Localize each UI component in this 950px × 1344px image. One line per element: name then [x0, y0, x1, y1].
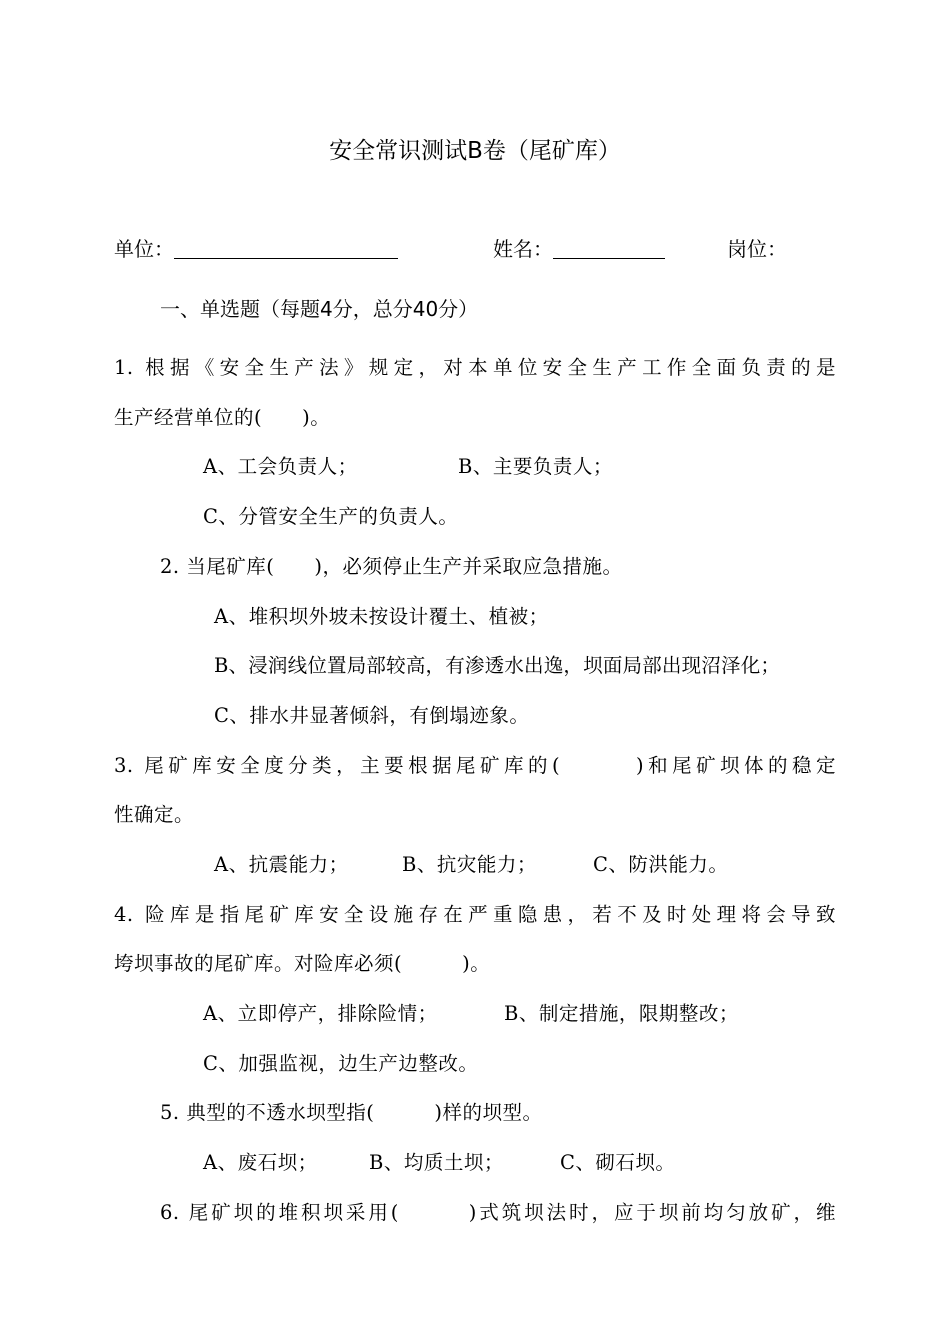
question-5-option-a: A、废石坝； — [203, 1151, 318, 1174]
question-3-line-1: 3. 尾矿库安全度分类，主要根据尾矿库的( )和尾矿坝体的稳定 — [114, 754, 836, 777]
question-3-option-c: C、防洪能力。 — [593, 853, 729, 876]
question-1-line-1: 1. 根据《安全生产法》规定，对本单位安全生产工作全面负责的是 — [114, 356, 836, 379]
section-heading: 一、单选题（每题4分，总分40分） — [160, 297, 479, 321]
question-1-option-b: B、主要负责人； — [458, 455, 613, 478]
question-2-option-b: B、浸润线位置局部较高，有渗透水出逸，坝面局部出现沼泽化； — [214, 654, 781, 677]
name-field — [493, 234, 665, 264]
question-2-line-1: 2. 当尾矿库( )，必须停止生产并采取应急措施。 — [160, 555, 623, 578]
question-1-line-2: 生产经营单位的( )。 — [114, 406, 331, 429]
question-6-line-1: 6. 尾矿坝的堆积坝采用( )式筑坝法时，应于坝前均匀放矿，维 — [160, 1201, 836, 1224]
question-3-line-2: 性确定。 — [114, 803, 195, 826]
question-2-option-a: A、堆积坝外坡未按设计覆土、植被； — [214, 605, 549, 628]
question-1-option-a: A、工会负责人； — [203, 455, 358, 478]
unit-blank[interactable] — [174, 236, 398, 259]
question-4-option-c: C、加强监视，边生产边整改。 — [203, 1052, 479, 1075]
question-2-option-c: C、排水井显著倾斜，有倒塌迹象。 — [214, 704, 530, 727]
question-5-option-b: B、均质土坝； — [369, 1151, 504, 1174]
question-3-option-a: A、抗震能力； — [214, 853, 349, 876]
unit-field — [114, 234, 398, 264]
question-5-line-1: 5. 典型的不透水坝型指( )样的坝型。 — [160, 1101, 543, 1124]
page-title: 安全常识测试B卷（尾矿库） — [329, 138, 621, 164]
name-blank[interactable] — [553, 236, 665, 259]
question-4-line-1: 4. 险库是指尾矿库安全设施存在严重隐患，若不及时处理将会导致 — [114, 903, 836, 926]
question-4-line-2: 垮坝事故的尾矿库。对险库必须( )。 — [114, 952, 491, 975]
post-label: 岗位： — [727, 237, 787, 261]
question-1-option-c: C、分管安全生产的负责人。 — [203, 505, 459, 528]
question-4-option-b: B、制定措施，限期整改； — [504, 1002, 739, 1025]
question-5-option-c: C、砌石坝。 — [560, 1151, 676, 1174]
question-3-option-b: B、抗灾能力； — [402, 853, 537, 876]
unit-label: 单位： — [114, 237, 174, 261]
question-4-option-a: A、立即停产，排除险情； — [203, 1002, 438, 1025]
post-field — [727, 234, 787, 264]
name-label: 姓名： — [493, 237, 553, 261]
